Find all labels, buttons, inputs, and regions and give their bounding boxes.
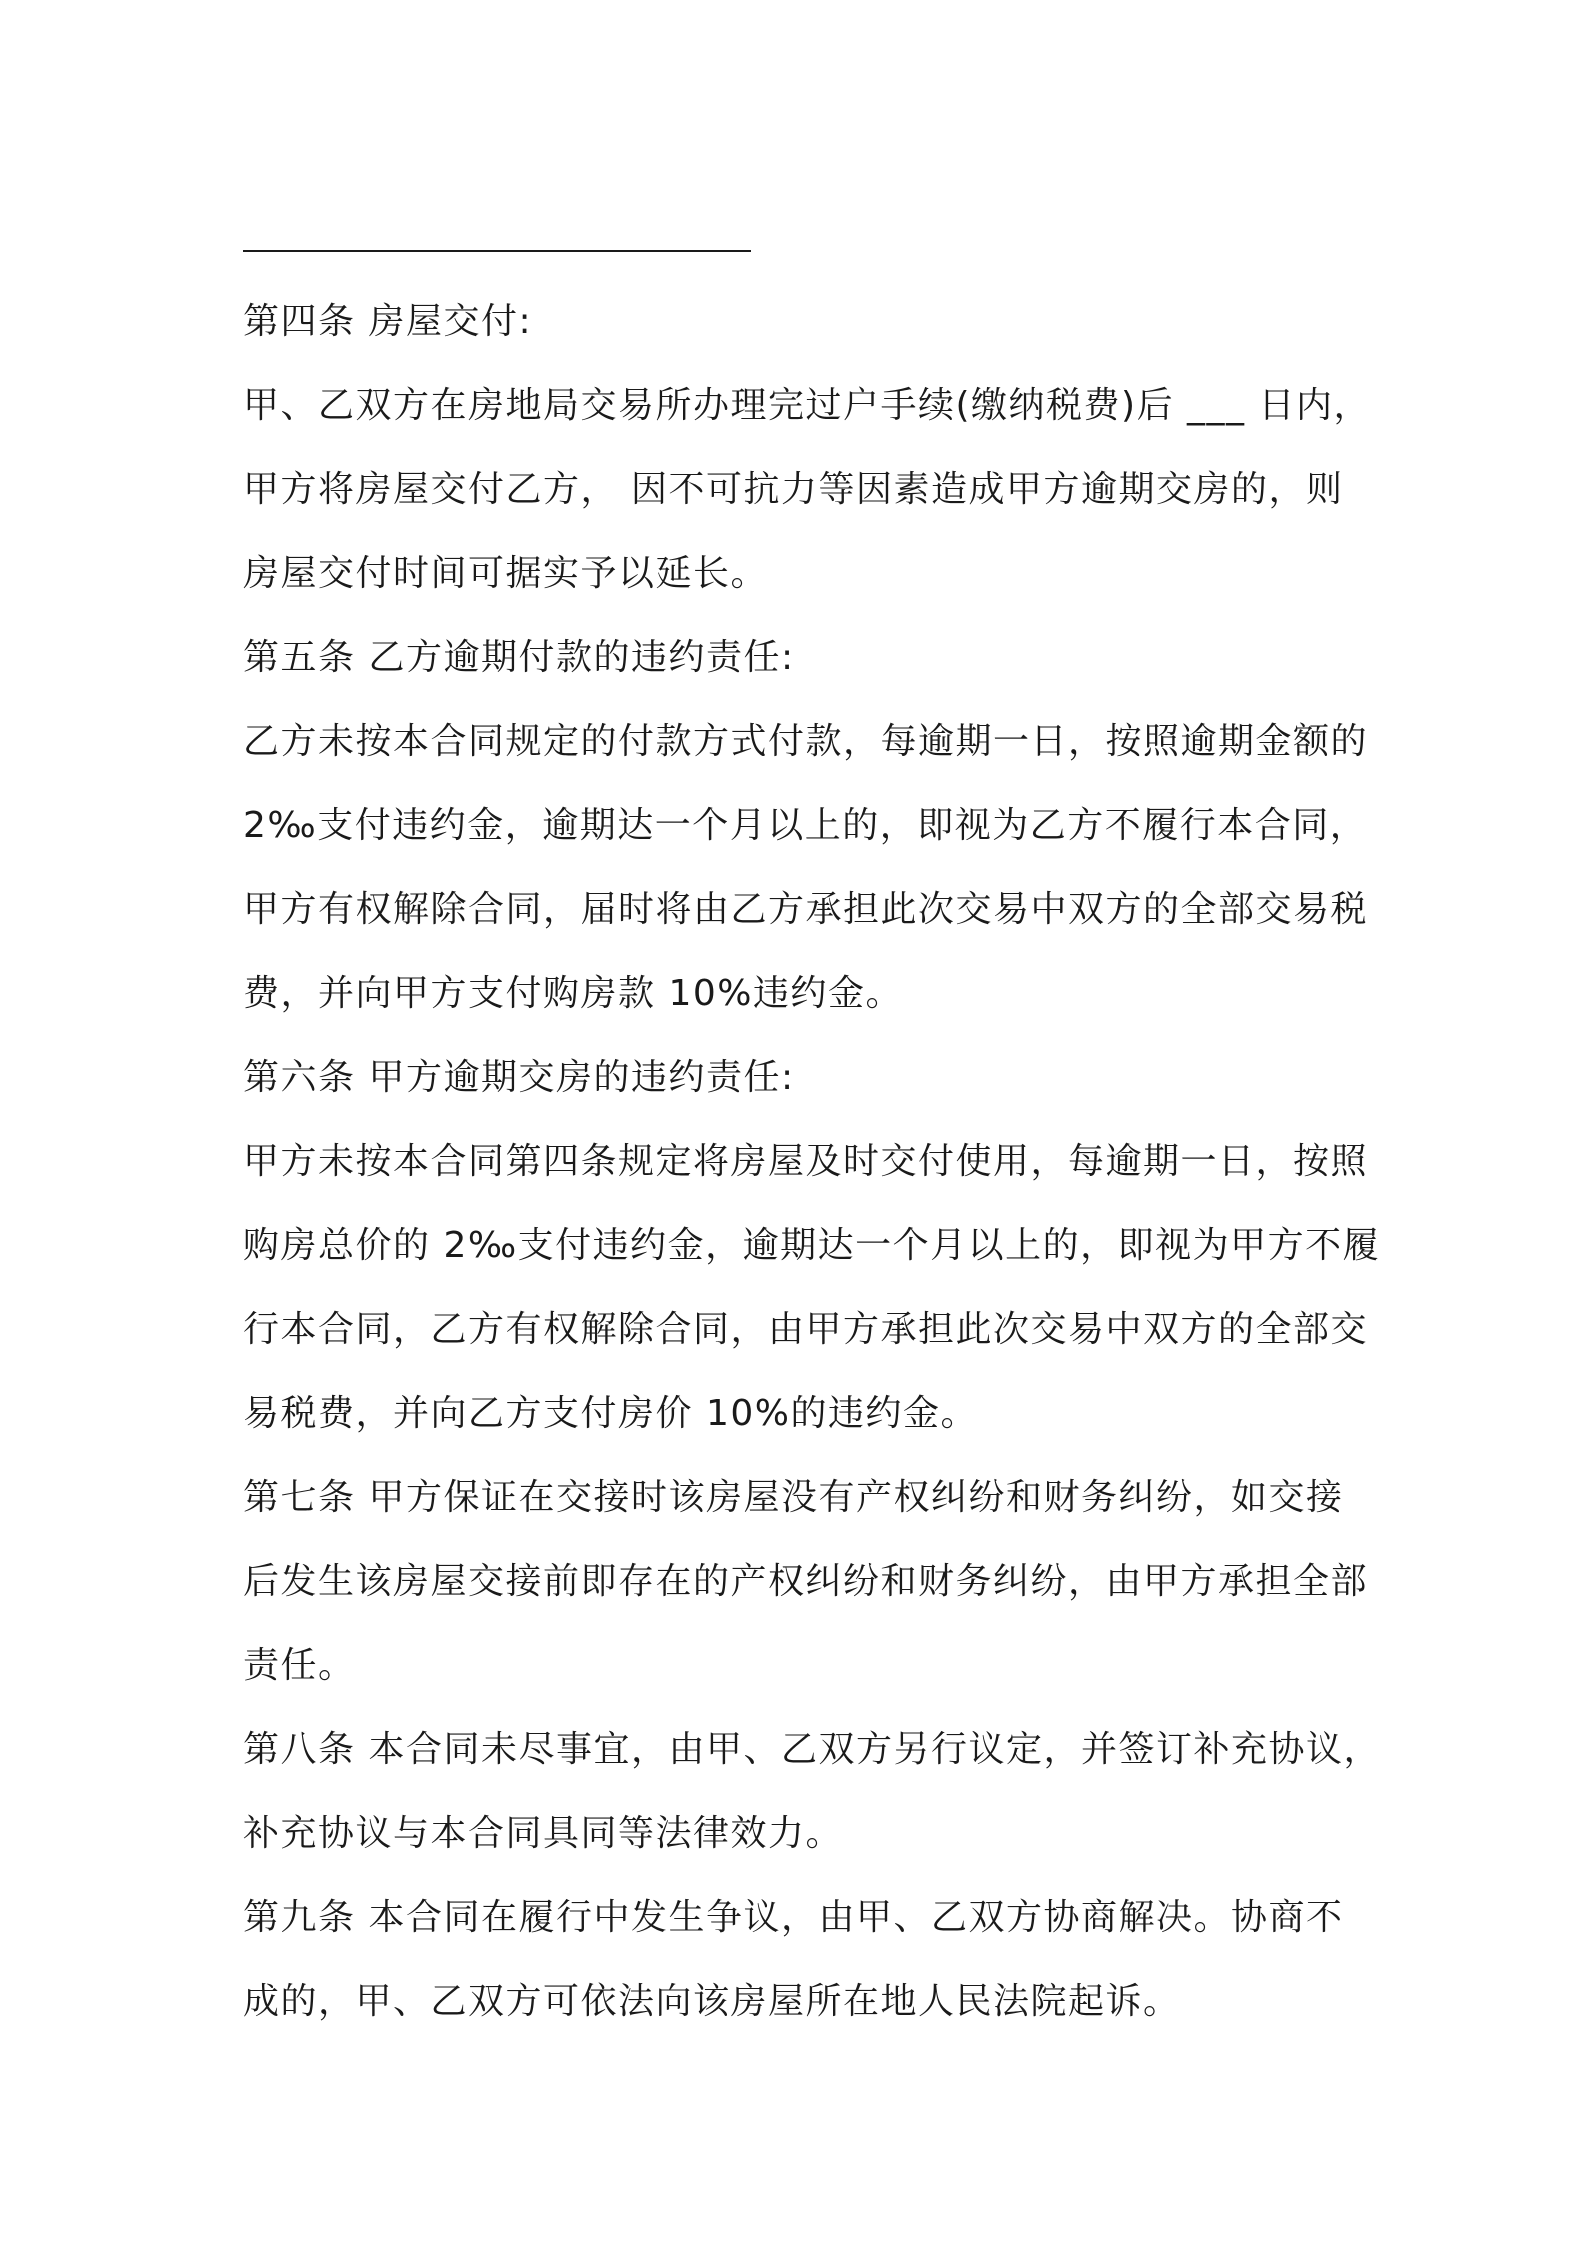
clause-5-text-line-1: 乙方未按本合同规定的付款方式付款，每逾期一日，按照逾期金额的	[243, 721, 1369, 762]
clause-8-text-line-2: 补充协议与本合同具同等法律效力。	[243, 1813, 844, 1854]
clause-7-text-line-3: 责任。	[243, 1645, 356, 1686]
clause-9-text-line-1: 第九条 本合同在履行中发生争议，由甲、乙双方协商解决。协商不	[243, 1897, 1344, 1938]
contract-body	[243, 210, 1381, 2044]
clause-4-heading: 第四条 房屋交付:	[243, 301, 533, 342]
clause-7-text-line-2: 后发生该房屋交接前即存在的产权纠纷和财务纠纷，由甲方承担全部	[243, 1561, 1369, 1602]
clause-6-text-line-3: 行本合同，乙方有权解除合同，由甲方承担此次交易中双方的全部交	[243, 1309, 1369, 1350]
clause-6-text-line-1: 甲方未按本合同第四条规定将房屋及时交付使用，每逾期一日，按照	[243, 1141, 1369, 1182]
clause-4-text-line-1: 甲、乙双方在房地局交易所办理完过户手续(缴纳税费)后 ___ 日内，	[243, 385, 1371, 426]
clause-5-heading: 第五条 乙方逾期付款的违约责任:	[243, 637, 795, 678]
clause-6-text-line-4: 易税费，并向乙方支付房价 10%的违约金。	[243, 1393, 978, 1434]
clause-8-text-line-1: 第八条 本合同未尽事宜，由甲、乙双方另行议定，并签订补充协议，	[243, 1729, 1381, 1770]
clause-9-text-line-2: 成的，甲、乙双方可依法向该房屋所在地人民法院起诉。	[243, 1981, 1181, 2022]
clause-5-text-line-3: 甲方有权解除合同，届时将由乙方承担此次交易中双方的全部交易税	[243, 889, 1369, 930]
clause-7-text-line-1: 第七条 甲方保证在交接时该房屋没有产权纠纷和财务纠纷，如交接	[243, 1477, 1344, 1518]
clause-5-text-line-4: 费，并向甲方支付购房款 10%违约金。	[243, 973, 903, 1014]
clause-5-text-line-2: 2‰支付违约金，逾期达一个月以上的，即视为乙方不履行本合同，	[243, 805, 1368, 846]
clause-6-text-line-2: 购房总价的 2‰支付违约金，逾期达一个月以上的，即视为甲方不履	[243, 1225, 1381, 1266]
clause-4-text-line-2: 甲方将房屋交付乙方， 因不可抗力等因素造成甲方逾期交房的，则	[243, 469, 1344, 510]
clause-4-text-line-3: 房屋交付时间可据实予以延长。	[243, 553, 769, 594]
clause-6-heading: 第六条 甲方逾期交房的违约责任:	[243, 1057, 795, 1098]
